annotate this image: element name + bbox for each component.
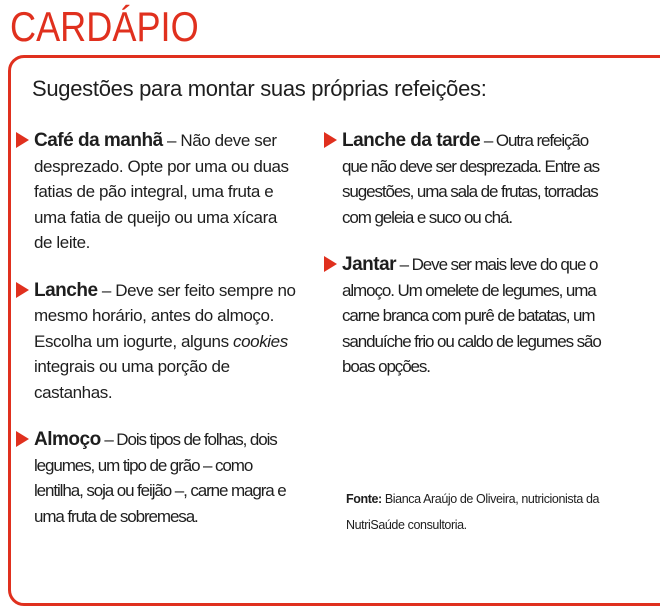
source-note xyxy=(346,486,636,538)
meal-item-breakfast xyxy=(16,128,296,256)
source-text: Bianca Araújo de Oliveira, nutricionista da NutriSaúde consultoria. xyxy=(346,492,600,532)
meal-item-snack xyxy=(16,278,296,406)
meal-description-end: integrais ou uma porção de castanhas. xyxy=(34,357,230,402)
meal-description: – Não deve ser desprezado. Opte por uma ou duas fatias de pão integral, uma fruta e uma fatia de queijo ou uma xícara de leite. xyxy=(34,131,289,252)
meal-description-italic: cookies xyxy=(233,331,288,351)
right-column xyxy=(324,128,614,402)
meal-item-afternoon-snack xyxy=(324,128,614,230)
meal-item-dinner xyxy=(324,252,614,380)
meal-heading: Café da manhã xyxy=(34,130,163,151)
page-title: CARDÁPIO xyxy=(10,3,199,50)
meal-description: – Deve ser feito sempre no mesmo horário, antes do almoço. Escolha um iogurte, alguns xyxy=(34,280,296,351)
meal-heading: Lanche xyxy=(34,279,98,301)
triangle-right-icon xyxy=(16,282,29,298)
meal-description: – Dois tipos de folhas, dois legumes, um tipo de grão – como lentilha, soja ou feijão –, carne magra e uma fruta de sobremesa. xyxy=(34,430,286,526)
meal-heading: Lanche da tarde xyxy=(342,130,481,151)
triangle-right-icon xyxy=(16,431,29,447)
meal-heading: Almoço xyxy=(34,429,101,450)
meal-description: – Deve ser mais leve do que o almoço. Um omelete de legumes, uma carne branca com purê de batatas, um sanduíche frio ou caldo de legumes são boas opções. xyxy=(342,255,601,376)
meal-heading: Jantar xyxy=(342,254,397,275)
source-label: Fonte: xyxy=(346,492,382,506)
left-column xyxy=(16,128,296,551)
subtitle: Sugestões para montar suas próprias refeições: xyxy=(32,76,487,101)
triangle-right-icon xyxy=(324,256,337,272)
triangle-right-icon xyxy=(16,132,29,148)
meal-description: – Outra refeição que não deve ser desprezada. Entre as sugestões, uma sala de frutas, torradas com geleia e suco ou chá. xyxy=(342,131,599,227)
meal-item-lunch xyxy=(16,427,296,529)
triangle-right-icon xyxy=(324,132,337,148)
